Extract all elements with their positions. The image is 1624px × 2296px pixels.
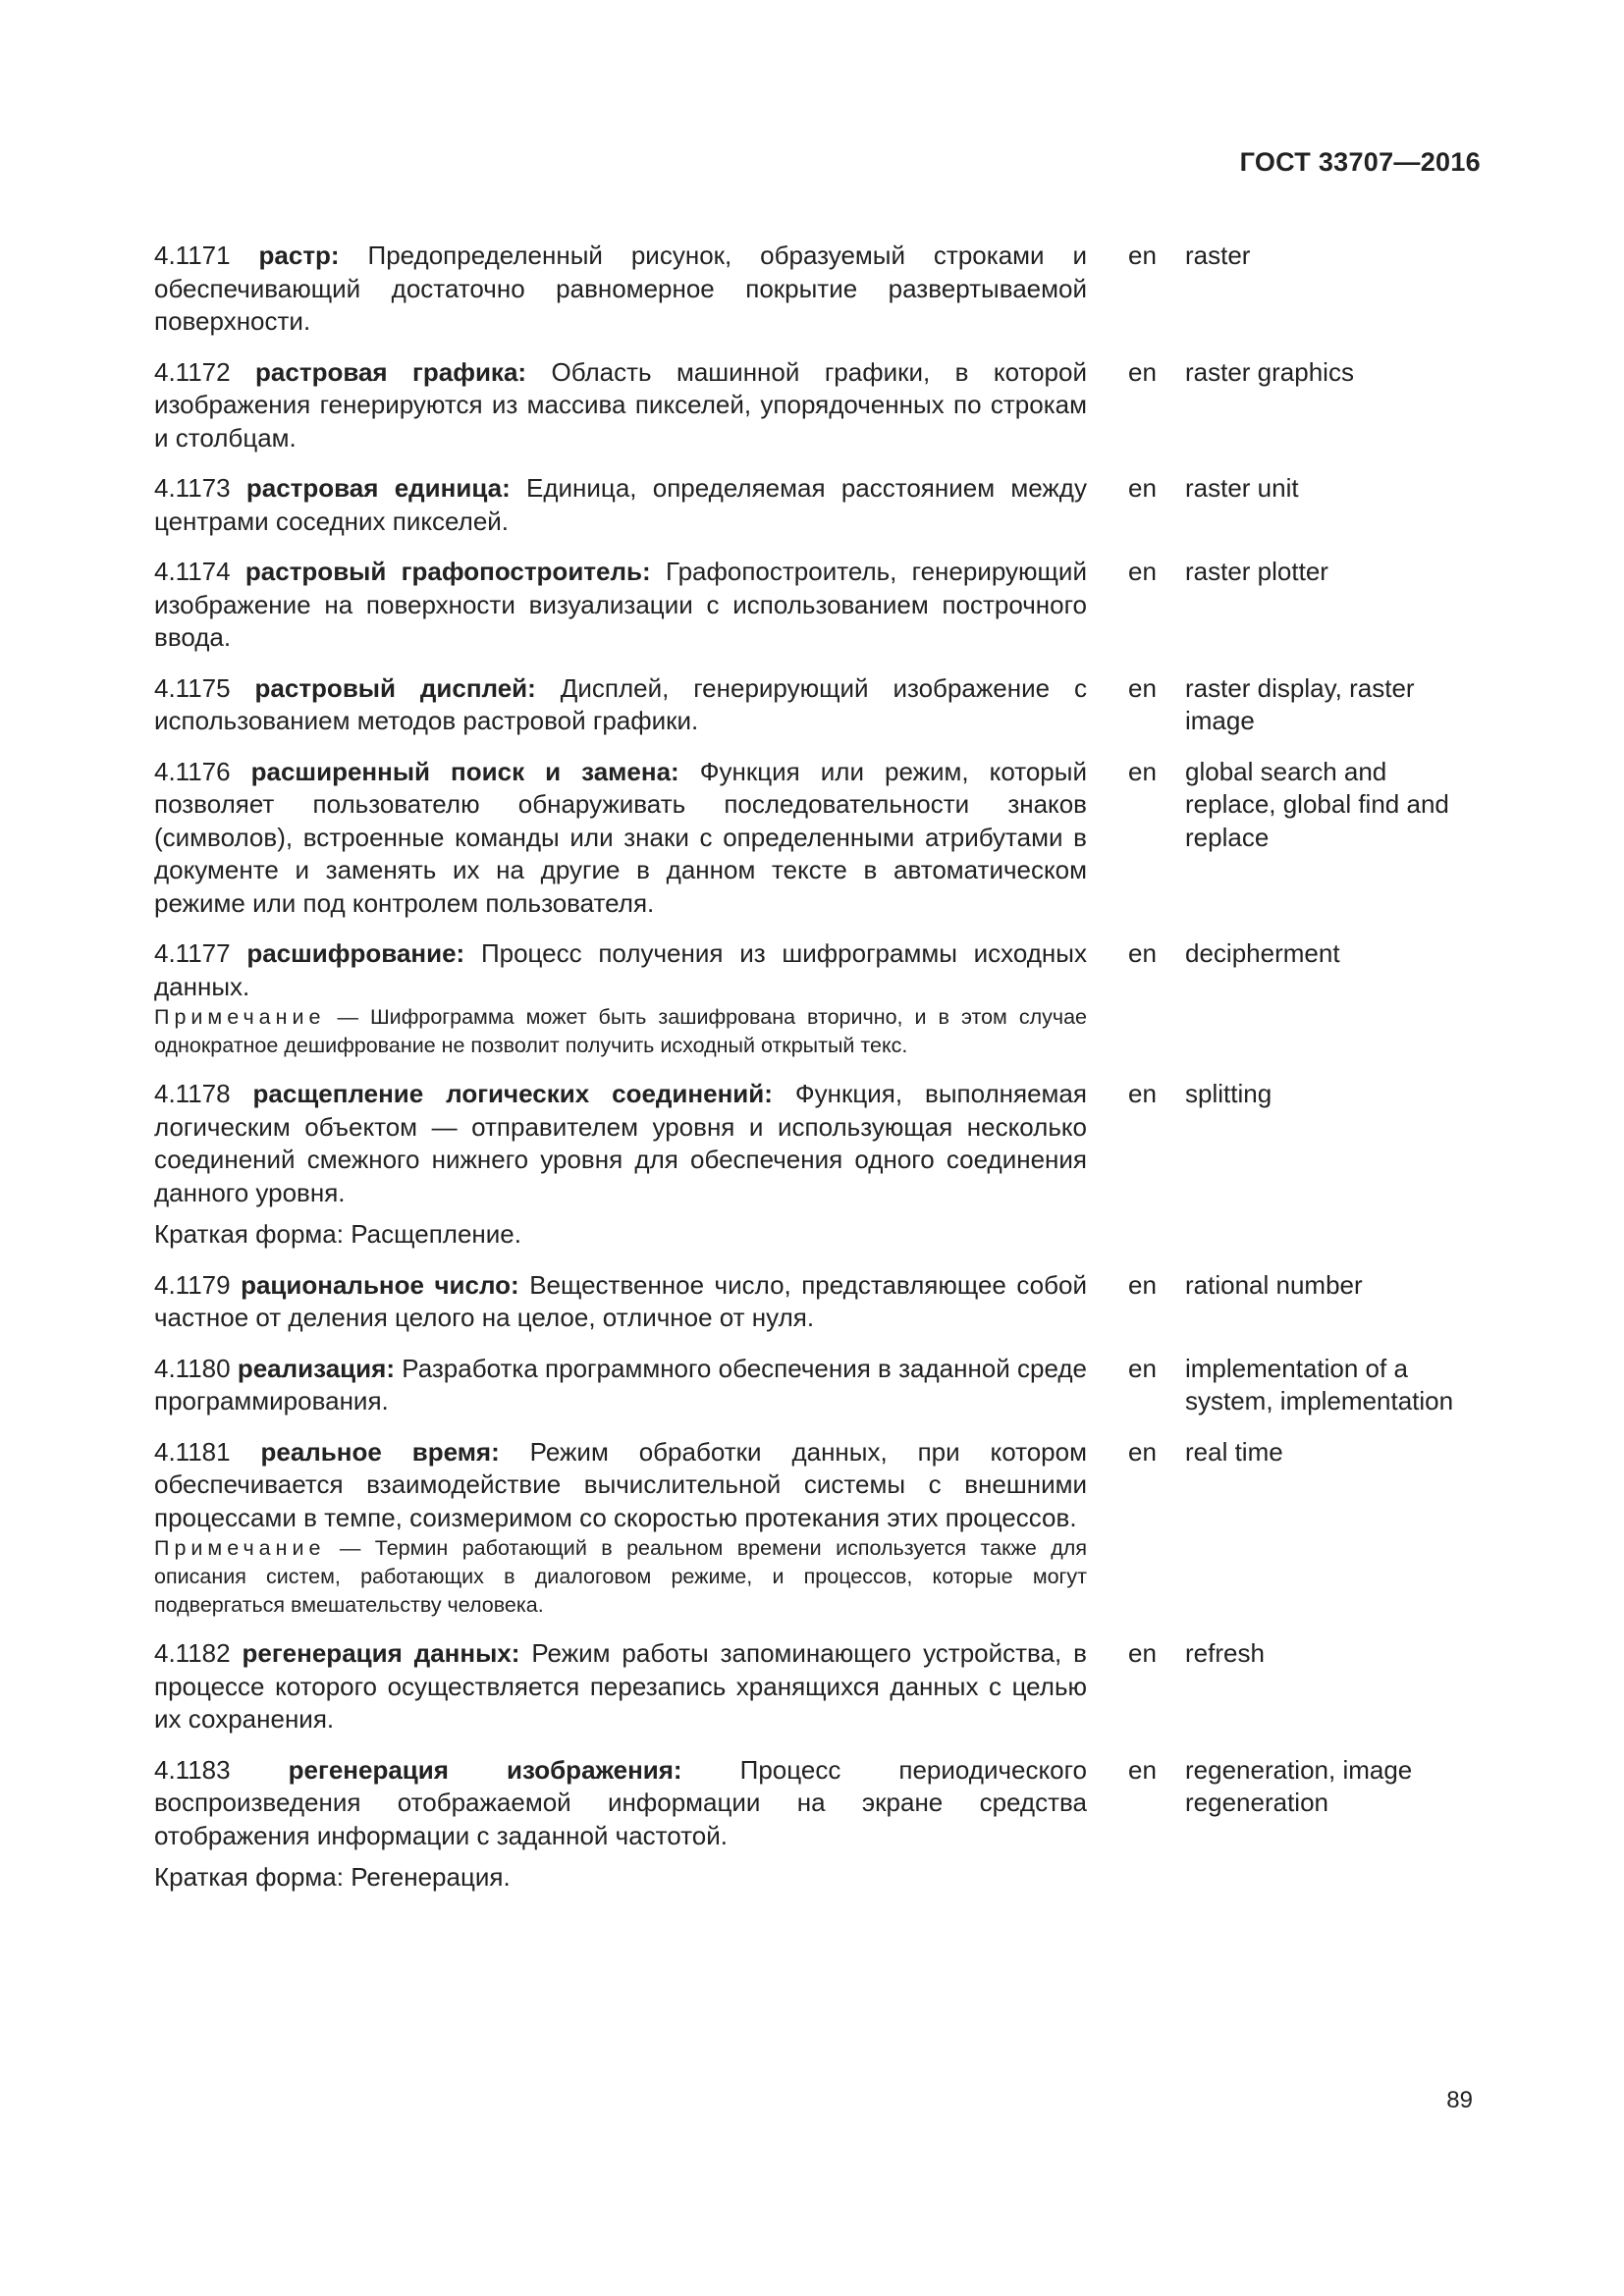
language-code: en	[1128, 473, 1157, 503]
term-number: 4.1176	[154, 756, 231, 786]
term-number: 4.1172	[154, 356, 231, 387]
term-entry	[154, 1078, 1489, 1252]
entry-text	[154, 1754, 1093, 1895]
entry-text	[154, 240, 1093, 339]
entry-text	[154, 1436, 1093, 1621]
term-entry	[154, 672, 1489, 738]
term-definition: Графопостроитель, генерирующий изображение на поверхности визуализации с использованием построчного ввода.	[154, 557, 1087, 652]
entry-text	[154, 672, 1093, 738]
english-equivalent: raster	[1185, 240, 1251, 270]
english-equivalent: decipherment	[1185, 938, 1340, 968]
note	[154, 1534, 1087, 1620]
short-form: Краткая форма: Расщепление.	[154, 1219, 521, 1249]
entry-text	[154, 1637, 1093, 1736]
english-equivalent: raster unit	[1185, 473, 1299, 503]
term-definition: Вещественное число, представляющее собой частное от деления целого на целое, отличное от нуля.	[154, 1269, 1087, 1332]
term-number: 4.1180	[154, 1353, 231, 1383]
language-code: en	[1128, 1638, 1157, 1668]
term-definition: Функция или режим, который позволяет пользователю обнаруживать последовательности знаков (символов), встроенные команды или знаки с определенными атрибутами в документе и заменять их на другие в данном тексте в автоматическом режиме или под контролем пользователя.	[154, 756, 1087, 918]
entry-text	[154, 472, 1093, 538]
note-label: Примечание	[154, 1005, 326, 1029]
english-equivalent: splitting	[1185, 1079, 1272, 1108]
term-number: 4.1173	[154, 473, 231, 503]
note	[154, 1003, 1087, 1060]
term-name: регенерация изображения:	[288, 1754, 682, 1785]
entry-text	[154, 1078, 1093, 1252]
language-code: en	[1128, 938, 1157, 968]
term-entry	[154, 1269, 1489, 1335]
term-definition: Единица, определяемая расстоянием между центрами соседних пикселей.	[154, 473, 1087, 536]
term-name: расширенный поиск и замена:	[250, 756, 679, 786]
note-text: — Термин работающий в реальном времени используется также для описания систем, работающих в диалоговом режиме, и процессов, которые могут подвергаться вмешательству человека.	[154, 1536, 1087, 1617]
language-code: en	[1128, 1079, 1157, 1108]
language-code: en	[1128, 356, 1157, 387]
note-text: — Шифрограмма может быть зашифрована вторично, и в этом случае однократное дешифрование не позволит получить исходный открытый текс.	[154, 1005, 1087, 1057]
english-equivalent: raster plotter	[1185, 557, 1328, 586]
english-equivalent: real time	[1185, 1436, 1283, 1467]
language-code: en	[1128, 1754, 1157, 1785]
term-definition: Разработка программного обеспечения в заданной среде программирования.	[154, 1353, 1087, 1415]
term-number: 4.1175	[154, 672, 231, 703]
term-number: 4.1171	[154, 240, 231, 270]
english-equivalent: global search and replace, global find and replace	[1185, 756, 1449, 852]
term-name: расшифрование:	[246, 938, 465, 968]
term-number: 4.1174	[154, 557, 231, 586]
term-name: растровый графопостроитель:	[244, 557, 651, 586]
term-number: 4.1182	[154, 1638, 231, 1668]
term-definition: Предопределенный рисунок, образуемый строками и обеспечивающий достаточно равномерное покрытие развертываемой поверхности.	[154, 240, 1087, 336]
language-code: en	[1128, 557, 1157, 586]
term-name: растровый дисплей:	[254, 672, 536, 703]
term-entry	[154, 756, 1489, 921]
entry-text	[154, 1353, 1093, 1418]
language-code: en	[1128, 240, 1157, 270]
note-label: Примечание	[154, 1536, 326, 1560]
term-entry	[154, 472, 1489, 538]
term-entry	[154, 937, 1489, 1060]
term-number: 4.1179	[154, 1269, 231, 1300]
term-definition: Режим обработки данных, при котором обеспечивается взаимодействие вычислительной системы с внешними процессами в темпе, соизмеримом со скоростью протекания этих процессов.	[154, 1436, 1087, 1532]
entry-text	[154, 556, 1093, 655]
term-definition: Область машинной графики, в которой изображения генерируются из массива пикселей, упорядоченных по строкам и столбцам.	[154, 356, 1087, 453]
entry-text	[154, 1269, 1093, 1335]
language-code: en	[1128, 756, 1157, 786]
english-equivalent: raster graphics	[1185, 356, 1354, 387]
english-equivalent: rational number	[1185, 1269, 1363, 1300]
term-entry	[154, 1637, 1489, 1736]
term-number: 4.1178	[154, 1079, 231, 1108]
standard-code: ГОСТ 33707—2016	[1239, 147, 1481, 177]
term-entry	[154, 1754, 1489, 1895]
term-definition: Процесс получения из шифрограммы исходных данных.	[154, 938, 1087, 1001]
entry-text	[154, 756, 1093, 921]
language-code: en	[1128, 1436, 1157, 1467]
language-code: en	[1128, 1269, 1157, 1300]
page-number: 89	[1446, 2087, 1473, 2113]
term-definition: Дисплей, генерирующий изображение с использованием методов растровой графики.	[154, 672, 1087, 735]
term-name: регенерация данных:	[242, 1638, 520, 1668]
term-name: растровая единица:	[245, 473, 511, 503]
term-number: 4.1181	[154, 1436, 231, 1467]
english-equivalent: implementation of a system, implementation	[1185, 1353, 1454, 1415]
terms-list	[154, 240, 1489, 1912]
english-equivalent: refresh	[1185, 1638, 1265, 1668]
term-name: растр:	[258, 240, 340, 270]
term-definition: Режим работы запоминающего устройства, в процессе которого осуществляется перезапись хранящихся данных с целью их сохранения.	[154, 1638, 1087, 1734]
term-entry	[154, 556, 1489, 655]
term-entry	[154, 1353, 1489, 1418]
entry-text	[154, 356, 1093, 455]
term-definition: Функция, выполняемая логическим объектом — отправителем уровня и использующая несколько соединений смежного нижнего уровня для обеспечения одного соединения данного уровня.	[154, 1079, 1087, 1207]
english-equivalent: raster display, raster image	[1185, 672, 1415, 735]
entry-text	[154, 937, 1093, 1060]
term-definition: Процесс периодического воспроизведения отображаемой информации на экране средства отображения информации с заданной частотой.	[154, 1754, 1087, 1850]
term-name: расщепление логических соединений:	[252, 1079, 773, 1108]
term-name: растровая графика:	[255, 356, 527, 387]
term-entry	[154, 1436, 1489, 1621]
language-code: en	[1128, 1353, 1157, 1383]
term-entry	[154, 356, 1489, 455]
term-entry	[154, 240, 1489, 339]
term-name: рациональное число:	[241, 1269, 519, 1300]
language-code: en	[1128, 672, 1157, 703]
short-form: Краткая форма: Регенерация.	[154, 1862, 511, 1892]
term-name: реализация:	[237, 1353, 395, 1383]
term-number: 4.1177	[154, 938, 231, 968]
english-equivalent: regeneration, image regeneration	[1185, 1754, 1413, 1817]
term-name: реальное время:	[260, 1436, 500, 1467]
term-number: 4.1183	[154, 1754, 231, 1785]
